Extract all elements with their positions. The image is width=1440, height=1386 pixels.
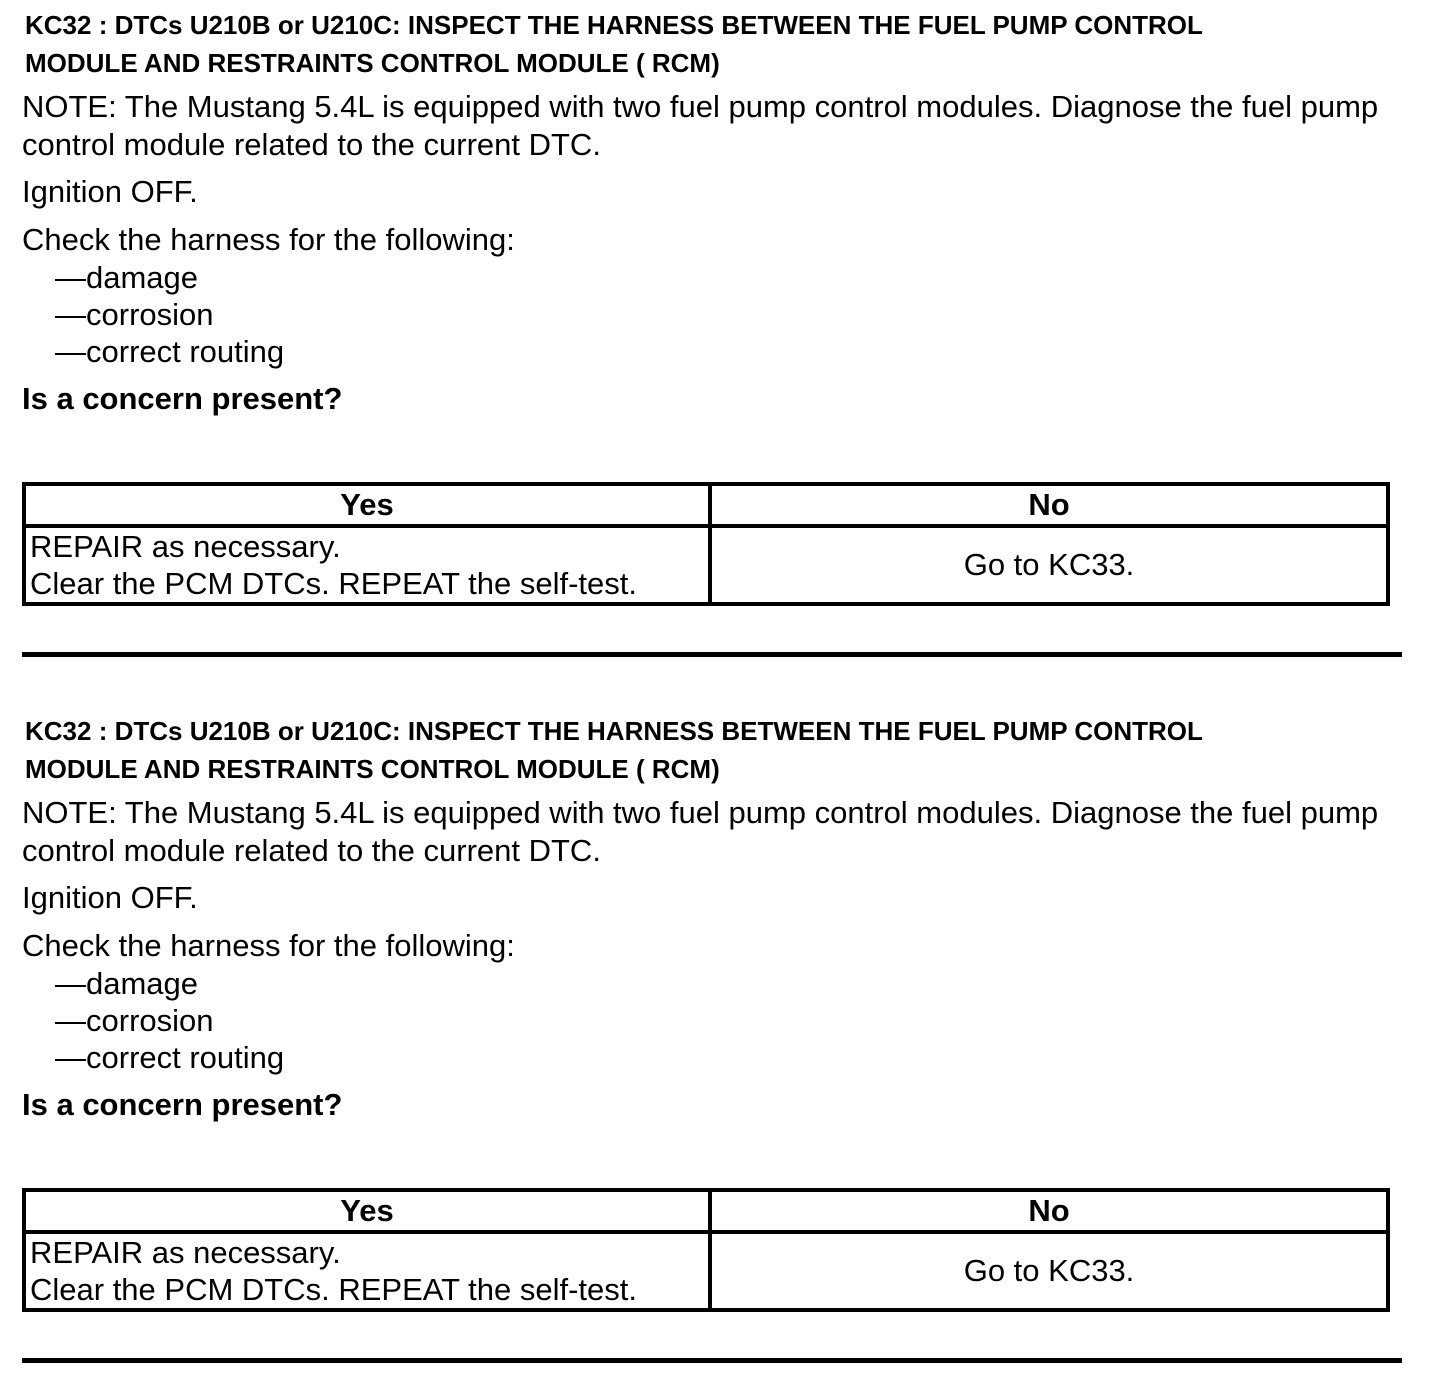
ignition-instruction: Ignition OFF. (22, 174, 198, 209)
no-cell: Go to KC33. (710, 526, 1388, 604)
step-heading (25, 6, 1325, 82)
diagnostic-step-2 (22, 712, 1402, 1307)
answer-table (22, 1188, 1390, 1312)
question-text: Is a concern present? (22, 381, 343, 416)
step-heading-line-2: MODULE AND RESTRAINTS CONTROL MODULE ( RCM) (25, 48, 720, 78)
step-heading (25, 712, 1325, 788)
yes-line-2: Clear the PCM DTCs. REPEAT the self-test. (30, 566, 637, 601)
yes-line-1: REPAIR as necessary. (30, 1235, 341, 1270)
yes-line-2: Clear the PCM DTCs. REPEAT the self-test. (30, 1272, 637, 1307)
note-text: NOTE: The Mustang 5.4L is equipped with two fuel pump control modules. Diagnose the fuel pump control module related to the current DTC. (22, 795, 1379, 868)
answer-table (22, 482, 1390, 606)
list-item: —correct routing (55, 334, 285, 369)
check-intro: Check the harness for the following: (22, 928, 515, 963)
table-row (24, 526, 1388, 604)
note-text: NOTE: The Mustang 5.4L is equipped with two fuel pump control modules. Diagnose the fuel pump control module related to the current DTC. (22, 89, 1379, 162)
yes-line-1: REPAIR as necessary. (30, 529, 341, 564)
table-row (24, 1232, 1388, 1310)
no-header: No (710, 484, 1388, 526)
section-divider (22, 652, 1402, 657)
step-heading-line-1: KC32 : DTCs U210B or U210C: INSPECT THE HARNESS BETWEEN THE FUEL PUMP CONTROL (25, 716, 1203, 746)
yes-cell (24, 526, 710, 604)
check-list (22, 965, 1402, 1076)
yes-header: Yes (24, 484, 710, 526)
list-item: —damage (55, 260, 199, 295)
list-item: —corrosion (55, 297, 214, 332)
yes-cell (24, 1232, 710, 1310)
no-header: No (710, 1190, 1388, 1232)
table-header-row (24, 1190, 1388, 1232)
diagnostic-step-1 (22, 6, 1402, 601)
question-text: Is a concern present? (22, 1087, 343, 1122)
table-header-row (24, 484, 1388, 526)
check-list (22, 259, 1402, 370)
step-heading-line-1: KC32 : DTCs U210B or U210C: INSPECT THE HARNESS BETWEEN THE FUEL PUMP CONTROL (25, 10, 1203, 40)
ignition-instruction: Ignition OFF. (22, 880, 198, 915)
yes-header: Yes (24, 1190, 710, 1232)
list-item: —damage (55, 966, 199, 1001)
list-item: —corrosion (55, 1003, 214, 1038)
check-intro: Check the harness for the following: (22, 222, 515, 257)
section-divider (22, 1358, 1402, 1363)
no-cell: Go to KC33. (710, 1232, 1388, 1310)
list-item: —correct routing (55, 1040, 285, 1075)
step-heading-line-2: MODULE AND RESTRAINTS CONTROL MODULE ( RCM) (25, 754, 720, 784)
